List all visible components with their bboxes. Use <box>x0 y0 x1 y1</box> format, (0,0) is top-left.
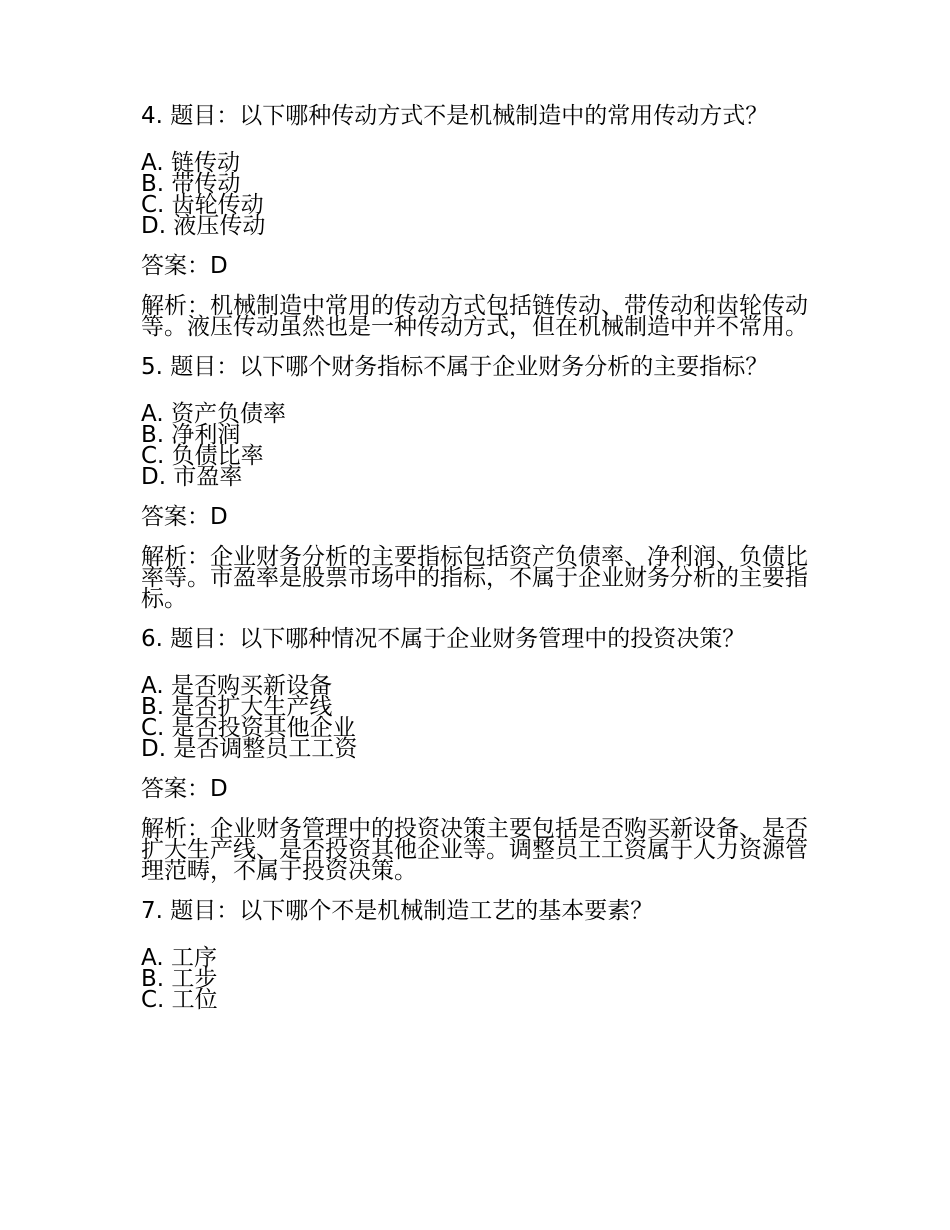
option-c: C. 负债比率 <box>141 443 264 469</box>
option-list <box>141 150 816 239</box>
answer-text: 答案：D <box>141 253 228 279</box>
option-b: B. 净利润 <box>141 422 241 448</box>
option-c: C. 工位 <box>141 987 218 1013</box>
option-b: B. 是否扩大生产线 <box>141 694 333 720</box>
option-a: A. 是否购买新设备 <box>141 673 332 699</box>
option-list <box>141 945 816 1013</box>
answer-text: 答案：D <box>141 776 228 802</box>
answer-text: 答案：D <box>141 504 228 530</box>
option-b: B. 带传动 <box>141 171 241 197</box>
option-a: A. 链传动 <box>141 150 240 176</box>
question-title: 5. 题目：以下哪个财务指标不属于企业财务分析的主要指标？ <box>141 354 769 380</box>
option-d: D. 市盈率 <box>141 464 243 490</box>
option-b: B. 工步 <box>141 966 218 992</box>
question-6 <box>141 626 816 884</box>
option-a: A. 资产负债率 <box>141 401 286 427</box>
question-title: 6. 题目：以下哪种情况不属于企业财务管理中的投资决策？ <box>141 626 746 652</box>
analysis-text: 解析：企业财务管理中的投资决策主要包括是否购买新设备、是否扩大生产线、是否投资其他企业等。调整员工工资属于人力资源管理范畴，不属于投资决策。 <box>141 816 808 884</box>
option-c: C. 齿轮传动 <box>141 192 264 218</box>
analysis-text: 解析：机械制造中常用的传动方式包括链传动、带传动和齿轮传动等。液压传动虽然也是一种传动方式，但在机械制造中并不常用。 <box>141 293 808 340</box>
option-d: D. 是否调整员工工资 <box>141 736 358 762</box>
option-list <box>141 673 816 762</box>
question-7 <box>141 898 816 1013</box>
option-list <box>141 401 816 490</box>
analysis-text: 解析：企业财务分析的主要指标包括资产负债率、净利润、负债比率等。市盈率是股票市场中的指标，不属于企业财务分析的主要指标。 <box>141 544 808 612</box>
option-c: C. 是否投资其他企业 <box>141 715 356 741</box>
question-title: 4. 题目：以下哪种传动方式不是机械制造中的常用传动方式？ <box>141 103 769 129</box>
option-a: A. 工序 <box>141 945 217 971</box>
option-d: D. 液压传动 <box>141 213 266 239</box>
question-5 <box>141 354 816 612</box>
question-title: 7. 题目：以下哪个不是机械制造工艺的基本要素？ <box>141 898 654 924</box>
document-page <box>141 103 816 1030</box>
question-4 <box>141 103 816 340</box>
